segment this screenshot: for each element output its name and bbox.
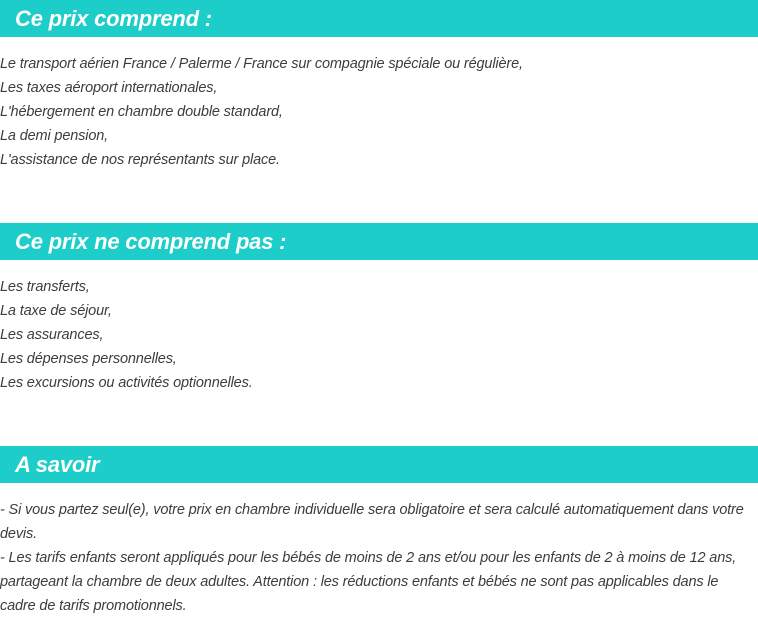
section-good-to-know	[0, 446, 758, 618]
list-item: Les assurances,	[0, 327, 104, 343]
list-item: Les taxes aéroport internationales,	[0, 80, 218, 96]
section-heading: A savoir	[0, 446, 758, 483]
list-item: L'hébergement en chambre double standard,	[0, 104, 283, 120]
section-heading: Ce prix ne comprend pas :	[0, 223, 758, 260]
list-item: La demi pension,	[0, 128, 109, 144]
list-item: La taxe de séjour,	[0, 303, 112, 319]
section-body	[0, 260, 758, 395]
list-item: Le transport aérien France / Palerme / France sur compagnie spéciale ou régulière,	[0, 56, 523, 72]
list-item: Les excursions ou activités optionnelles.	[0, 375, 253, 391]
section-body	[0, 37, 758, 172]
section-price-excludes	[0, 223, 758, 395]
info-paragraph: - Si vous partez seul(e), votre prix en chambre individuelle sera obligatoire et sera calculé automatiquement dans votre devis.	[0, 502, 744, 542]
list-item: Les dépenses personnelles,	[0, 351, 177, 367]
section-body	[0, 483, 758, 618]
section-price-includes	[0, 0, 758, 172]
list-item: Les transferts,	[0, 279, 90, 295]
list-item: L'assistance de nos représentants sur place.	[0, 152, 280, 168]
info-paragraph: - Les tarifs enfants seront appliqués pour les bébés de moins de 2 ans et/ou pour les enfants de 2 à moins de 12 ans, partageant la chambre de deux adultes. Attention : les réductions enfants et bébés ne sont pas applicables dans le cadre de tarifs promotionnels.	[0, 550, 737, 614]
section-heading: Ce prix comprend :	[0, 0, 758, 37]
